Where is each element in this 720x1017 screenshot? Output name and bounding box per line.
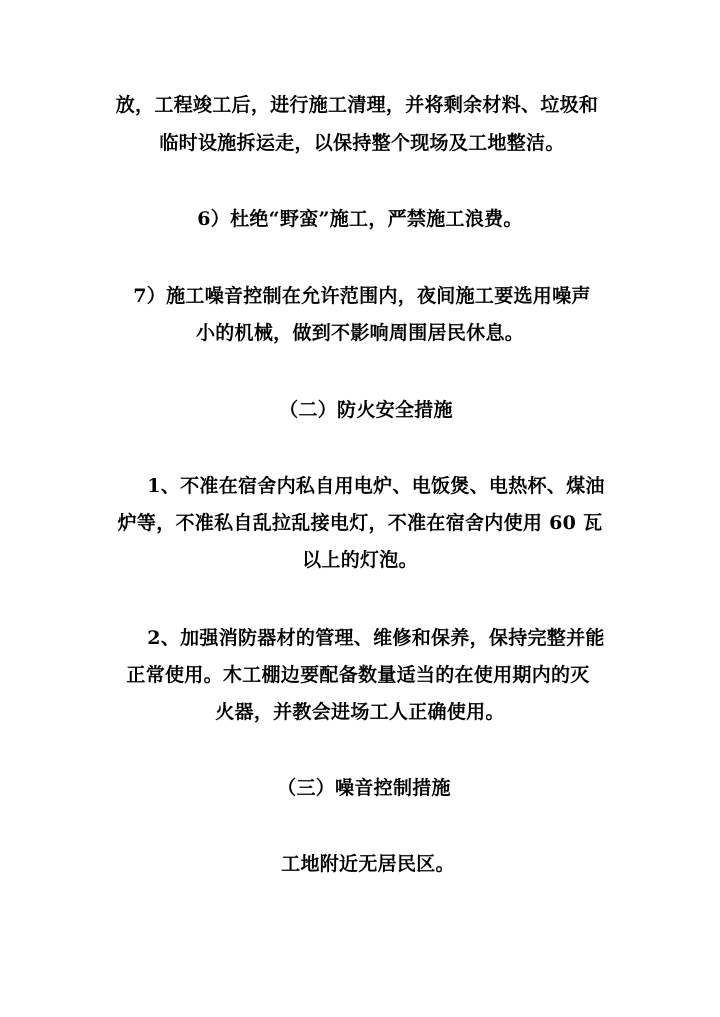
section-heading-noise-control: （三）噪音控制措施	[277, 777, 451, 799]
noise-control-statement: 工地附近无居民区。	[281, 853, 455, 875]
fire-item-1-line-1: 1、不准在宿舍内私自用电炉、电饭煲、电热杯、煤油	[147, 475, 605, 497]
fire-item-1-line-3: 以上的灯泡。	[302, 549, 418, 571]
fire-item-2-line-3: 火器，并教会进场工人正确使用。	[215, 701, 505, 723]
fire-item-2-line-1: 2、加强消防器材的管理、维修和保养，保持完整并能	[147, 627, 605, 649]
paragraph-cleanup-line-2: 临时设施拆运走，以保持整个现场及工地整洁。	[159, 132, 565, 154]
fire-item-2-line-2: 正常使用。木工棚边要配备数量适当的在使用期内的灭	[126, 664, 590, 686]
section-heading-fire-safety: （二）防火安全措施	[279, 399, 453, 421]
item-7-noise-control-line-1: 7）施工噪音控制在允许范围内，夜间施工要选用噪声	[133, 285, 591, 307]
fire-item-1-line-2: 炉等，不准私自乱拉乱接电灯，不准在宿舍内使用 60 瓦	[117, 512, 603, 534]
item-7-noise-control-line-2: 小的机械，做到不影响周围居民休息。	[195, 322, 525, 344]
item-6-no-barbaric-construction: 6）杜绝“野蛮”施工，严禁施工浪费。	[197, 208, 523, 230]
paragraph-cleanup-line-1: 放，工程竣工后，进行施工清理，并将剩余材料、垃圾和	[115, 94, 599, 116]
